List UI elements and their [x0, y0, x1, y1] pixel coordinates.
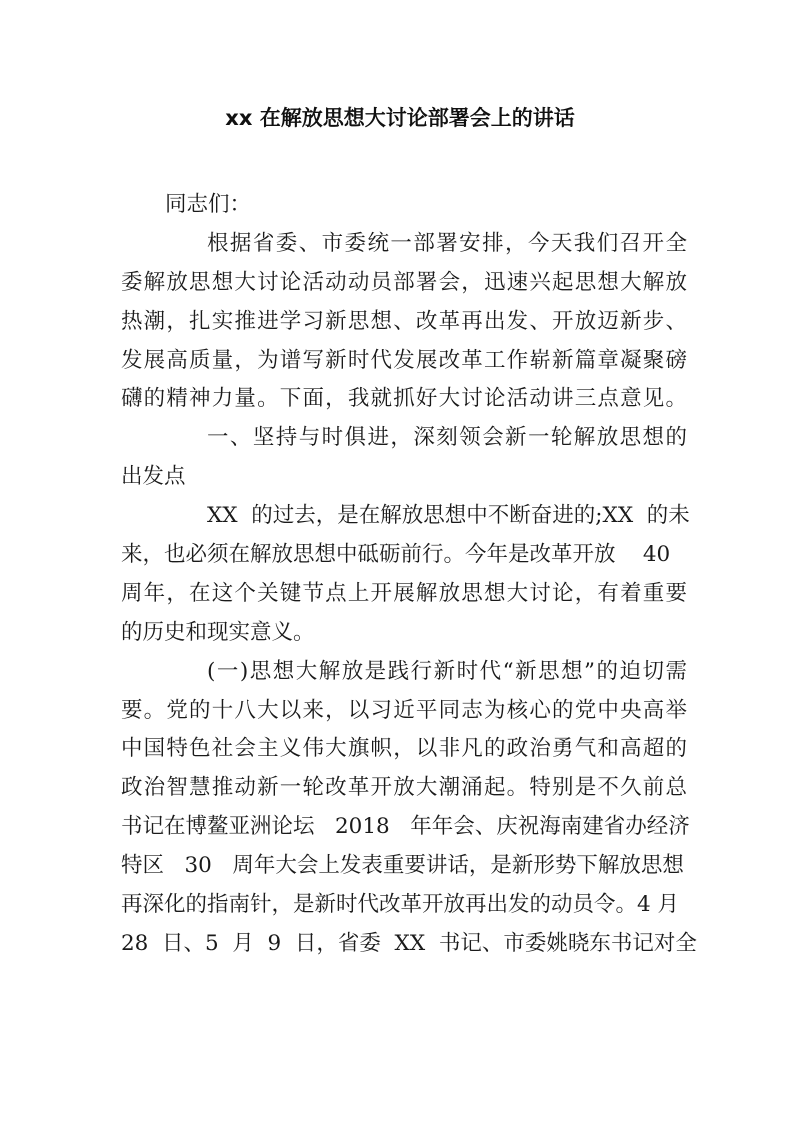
paragraph-line: 要。党的十八大以来，以习近平同志为核心的党中央高举 — [121, 697, 687, 723]
paragraph-line: 中国特色社会主义伟大旗帜，以非凡的政治勇气和高超的 — [121, 736, 687, 762]
paragraph-line: 书记在博鳌亚洲论坛 2018 年年会、庆祝海南建省办经济 — [121, 814, 690, 840]
paragraph-line: 政治智慧推动新一轮改革开放大潮涌起。特别是不久前总 — [121, 775, 687, 801]
section-heading-line: 出发点 — [121, 464, 186, 490]
paragraph-line: 28 日、5 月 9 日，省委 XX 书记、市委姚晓东书记对全 — [121, 930, 697, 956]
section-heading-line: 一、坚持与时俱进，深刻领会新一轮解放思想的 — [207, 425, 687, 451]
paragraph-line: 再深化的指南针，是新时代改革开放再出发的动员令。4 月 — [121, 892, 680, 918]
paragraph-line: 特区 30 周年大会上发表重要讲话，是新形势下解放思想 — [121, 853, 684, 879]
paragraph-line: 热潮，扎实推进学习新思想、改革再出发、开放迈新步、 — [121, 308, 687, 334]
paragraph-line: XX 的过去，是在解放思想中不断奋进的;XX 的未 — [207, 503, 690, 529]
paragraph-line: 根据省委、市委统一部署安排，今天我们召开全 — [207, 230, 687, 256]
salutation: 同志们： — [165, 192, 252, 217]
paragraph-line: 发展高质量，为谱写新时代发展改革工作崭新篇章凝聚磅 — [121, 347, 687, 373]
document-title: xx 在解放思想大讨论部署会上的讲话 — [225, 106, 575, 130]
paragraph-line: 礴的精神力量。下面，我就抓好大讨论活动讲三点意见。 — [121, 386, 687, 412]
paragraph-line: 委解放思想大讨论活动动员部署会，迅速兴起思想大解放 — [121, 269, 687, 295]
document-body — [121, 186, 697, 964]
paragraph-line: 来，也必须在解放思想中砥砺前行。今年是改革开放 40 — [121, 542, 671, 568]
paragraph-line: 周年，在这个关键节点上开展解放思想大讨论，有着重要 — [121, 580, 687, 606]
subsection-line: (一)思想大解放是践行新时代“新思想”的迫切需 — [207, 658, 687, 684]
paragraph-line: 的历史和现实意义。 — [121, 619, 315, 645]
